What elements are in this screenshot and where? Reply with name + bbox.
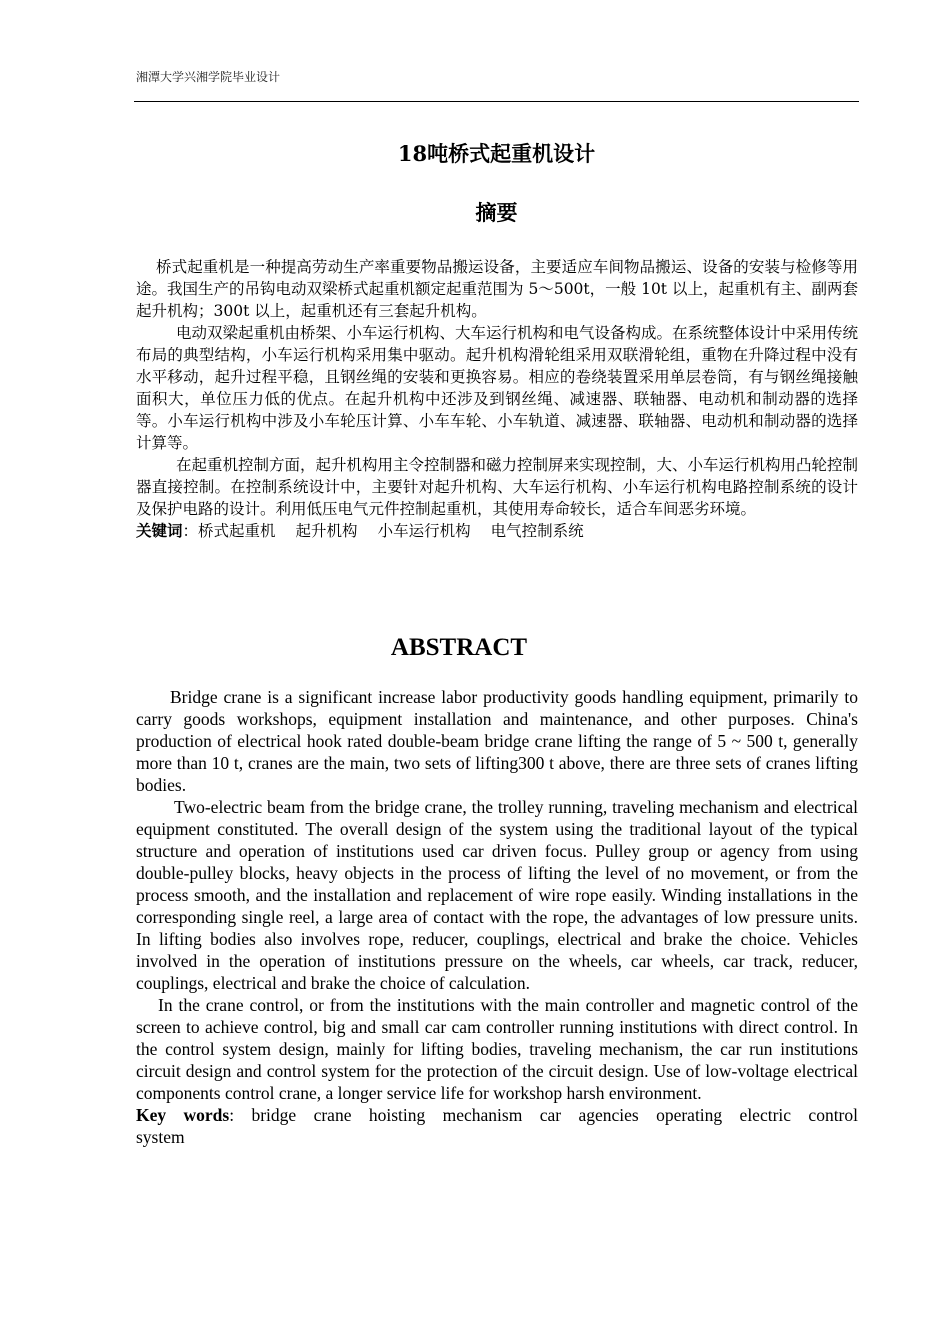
abstract-en-paragraph: Two-electric beam from the bridge crane, the trolley running, traveling mechanism and electrical equipment constituted. The overall design of the system using the traditional layout of the typical structure and operation of institutions used car driven focus. Pulley group or agency from using double-pulley blocks, heavy objects in the process of lifting the level of no movement, or from the process smooth, and the installation and replacement of wire rope easily. Winding installations in the corresponding single reel, a large area of contact with the rope, the advantages of low pressure units. In lifting bodies also involves rope, reducer, couplings, electrical and brake the choice. Vehicles involved in the operation of institutions pressure on the wheels, car wheels, car track, reducer, couplings, electrical and brake the choice of calculation. xyxy=(136,797,858,993)
abstract-cn-paragraph: 桥式起重机是一种提高劳动生产率重要物品搬运设备，主要适应车间物品搬运、设备的安装与检修等用途。我国生产的吊钩电动双梁桥式起重机额定起重范围为 5～500t，一般 10t 以上，起重机有主、副两套起升机构；300t 以上，起重机还有三套起升机构。 xyxy=(136,258,858,320)
keywords-en-label: Key words xyxy=(136,1105,230,1125)
abstract-cn-heading: 摘要 xyxy=(475,200,518,225)
keywords-en-separator: : xyxy=(229,1105,235,1125)
keyword-cn: 桥式起重机 xyxy=(198,522,276,540)
keywords-en xyxy=(136,1104,858,1126)
abstract-cn-paragraph: 在起重机控制方面，起升机构用主令控制器和磁力控制屏来实现控制，大、小车运行机构用凸轮控制器直接控制。在控制系统设计中，主要针对起升机构、大车运行机构、小车运行机构电路控制系统的设计及保护电路的设计。利用低压电气元件控制起重机，其使用寿命较长，适合车间恶劣环境。 xyxy=(136,456,859,518)
keyword-cn: 小车运行机构 xyxy=(377,522,471,540)
keywords-cn xyxy=(136,520,858,542)
abstract-en-heading: ABSTRACT xyxy=(390,634,528,661)
abstract-cn-body xyxy=(136,256,858,542)
header-divider xyxy=(134,101,859,102)
thesis-title: 18吨桥式起重机设计 xyxy=(397,141,596,166)
keywords-en-wrap: system xyxy=(136,1127,185,1147)
abstract-en-paragraph: Bridge crane is a significant increase labor productivity goods handling equipment, primarily to carry goods workshops, equipment installation and maintenance, and other purposes. China's production of electrical hook rated double-beam bridge crane lifting the range of 5 ~ 500 t, generally more than 10 t, cranes are the main, two sets of lifting300 t above, there are three sets of cranes lifting bodies. xyxy=(136,687,858,795)
abstract-cn-paragraph: 电动双梁起重机由桥架、小车运行机构、大车运行机构和电气设备构成。在系统整体设计中采用传统布局的典型结构，小车运行机构采用集中驱动。起升机构滑轮组采用双联滑轮组，重物在升降过程中没有水平移动，起升过程平稳，且钢丝绳的安装和更换容易。相应的卷绕装置采用单层卷筒，有与钢丝绳接触面积大，单位压力低的优点。在起升机构中还涉及到钢丝绳、减速器、联轴器、电动机和制动器的选择等。小车运行机构中涉及小车轮压计算、小车车轮、小车轨道、减速器、联轴器、电动机和制动器的选择计算等。 xyxy=(136,324,859,452)
running-header: 湘潭大学兴湘学院毕业设计 xyxy=(136,70,281,84)
abstract-en-body xyxy=(136,686,858,1148)
keyword-cn: 起升机构 xyxy=(295,522,358,540)
abstract-en-paragraph: In the crane control, or from the institutions with the main controller and magnetic control of the screen to achieve control, big and small car cam controller running institutions with direct control. In the control system design, mainly for lifting bodies, traveling mechanism, the car run institutions circuit design and control system for the protection of the circuit design. Use of low-voltage electrical components control crane, a longer service life for workshop harsh environment. xyxy=(136,995,858,1103)
keywords-cn-label: 关键词 xyxy=(136,521,183,540)
keywords-en-list: bridge crane hoisting mechanism car agencies operating electric control xyxy=(251,1105,858,1125)
keywords-cn-separator: ： xyxy=(182,522,199,540)
keyword-cn: 电气控制系统 xyxy=(490,522,584,540)
